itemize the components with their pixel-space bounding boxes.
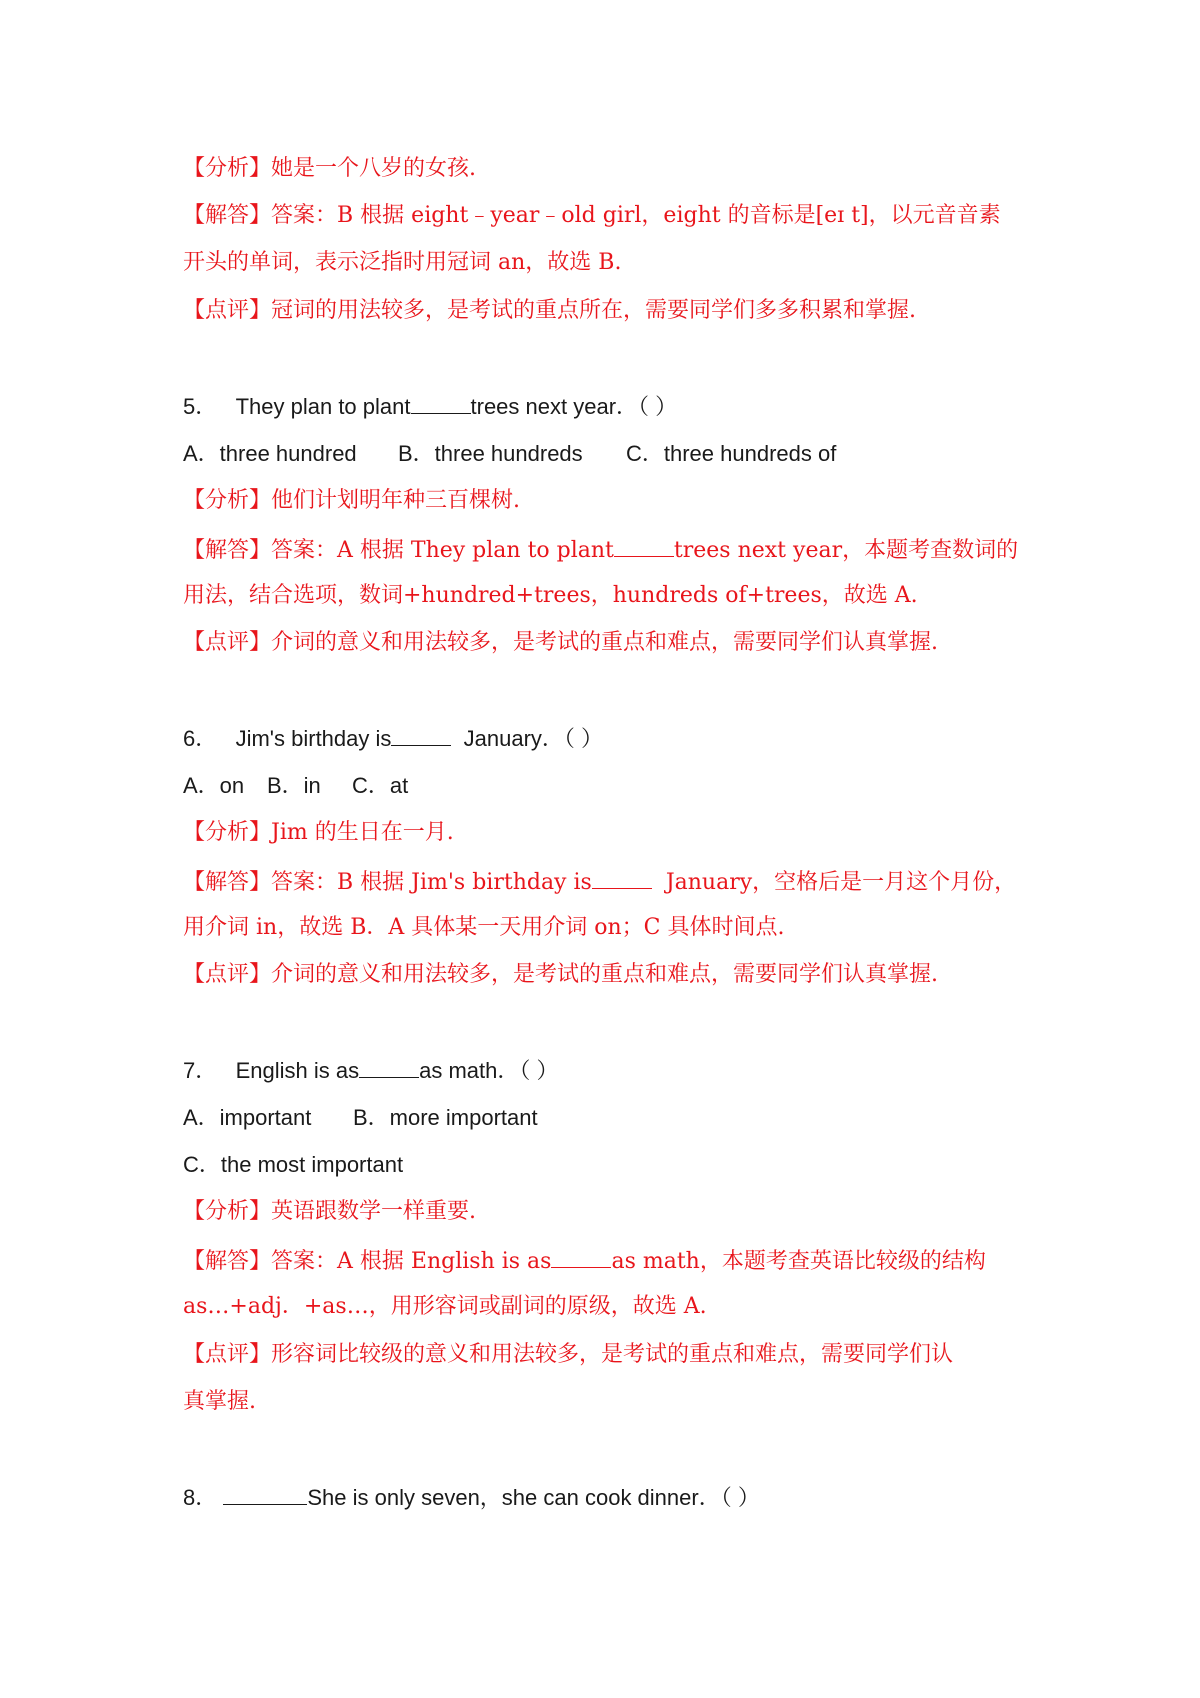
answer-blank bbox=[391, 723, 451, 746]
analysis-line-q6 bbox=[183, 818, 1033, 848]
answer-line2-q4 bbox=[183, 248, 1033, 278]
answer-text: 答案：B 根据 eight﹣year﹣old girl，eight 的音标是[eɪ t]，以元音音素 bbox=[271, 203, 1001, 228]
stem-text-after: She is only seven，she can cook dinner．（ ） bbox=[307, 1485, 760, 1510]
option-a: A．three hundred bbox=[183, 441, 357, 466]
answer-tag: 【解答】 bbox=[183, 870, 272, 895]
answer-tag: 【解答】 bbox=[183, 203, 272, 228]
analysis-text: 他们计划明年种三百棵树. bbox=[271, 488, 521, 513]
answer-text-after: January，空格后是一月这个月份， bbox=[665, 870, 1017, 895]
comment-line2-q7 bbox=[183, 1387, 1033, 1417]
analysis-text: 英语跟数学一样重要. bbox=[271, 1199, 477, 1224]
comment-tag: 【点评】 bbox=[183, 962, 272, 987]
question-5-options bbox=[183, 439, 1033, 469]
comment-line-q5 bbox=[183, 628, 1033, 658]
answer-blank bbox=[223, 1482, 307, 1505]
question-number: 8． bbox=[183, 1485, 218, 1510]
answer-blank bbox=[411, 391, 471, 414]
answer-text-before: 答案：B 根据 Jim's birthday is bbox=[271, 870, 592, 895]
answer-text-cont: as…+adj．+as…，用形容词或副词的原级，故选 A. bbox=[183, 1294, 707, 1319]
stem-text-after: trees next year．（ ） bbox=[470, 394, 678, 419]
question-6-stem bbox=[183, 723, 1033, 754]
option-a: A．important bbox=[183, 1105, 312, 1130]
comment-line-q6 bbox=[183, 960, 1033, 990]
option-b: B．more important bbox=[353, 1105, 538, 1130]
answer-text-cont: 用法，结合选项，数词+hundred+trees，hundreds of+trees，故选 A. bbox=[183, 583, 918, 608]
answer-line-q7 bbox=[183, 1245, 1033, 1277]
stem-text-before: They plan to plant bbox=[235, 394, 411, 419]
analysis-line-q5 bbox=[183, 486, 1033, 516]
stem-text-before: Jim's birthday is bbox=[235, 726, 392, 751]
question-number: 7． bbox=[183, 1058, 218, 1083]
answer-blank bbox=[551, 1245, 611, 1268]
comment-line-q7 bbox=[183, 1340, 1033, 1370]
answer-blank bbox=[359, 1055, 419, 1078]
answer-line2-q5 bbox=[183, 581, 1033, 611]
answer-line2-q7 bbox=[183, 1292, 1033, 1322]
answer-text-after: trees next year，本题考查数词的 bbox=[673, 538, 1019, 563]
comment-line-q4 bbox=[183, 296, 1033, 326]
answer-line-q6 bbox=[183, 866, 1033, 898]
question-6-options bbox=[183, 771, 1033, 801]
option-c: C．the most important bbox=[183, 1152, 404, 1177]
answer-tag: 【解答】 bbox=[183, 1249, 272, 1274]
question-number: 6． bbox=[183, 726, 218, 751]
answer-blank bbox=[614, 534, 674, 557]
analysis-tag: 【分析】 bbox=[183, 820, 272, 845]
analysis-text: 她是一个八岁的女孩. bbox=[271, 156, 477, 181]
analysis-line-q7 bbox=[183, 1197, 1033, 1227]
stem-text-after: January．（ ） bbox=[463, 726, 604, 751]
comment-text: 形容词比较级的意义和用法较多，是考试的重点和难点，需要同学们认 bbox=[271, 1342, 954, 1367]
analysis-tag: 【分析】 bbox=[183, 156, 272, 181]
answer-text-after: as math，本题考查英语比较级的结构 bbox=[611, 1249, 986, 1274]
comment-text: 冠词的用法较多，是考试的重点所在，需要同学们多多积累和掌握. bbox=[271, 298, 917, 323]
question-7-stem bbox=[183, 1055, 1033, 1086]
comment-text: 介词的意义和用法较多，是考试的重点和难点，需要同学们认真掌握. bbox=[271, 630, 939, 655]
answer-line-q4 bbox=[183, 201, 1033, 231]
option-b: B．in bbox=[267, 773, 321, 798]
answer-text-before: 答案：A 根据 English is as bbox=[271, 1249, 552, 1274]
stem-text-before: English is as bbox=[235, 1058, 360, 1083]
answer-tag: 【解答】 bbox=[183, 538, 272, 563]
comment-tag: 【点评】 bbox=[183, 1342, 272, 1367]
answer-text-before: 答案：A 根据 They plan to plant bbox=[271, 538, 614, 563]
answer-blank bbox=[592, 866, 652, 889]
option-c: C．three hundreds of bbox=[626, 441, 837, 466]
analysis-text: Jim 的生日在一月. bbox=[271, 820, 454, 845]
comment-tag: 【点评】 bbox=[183, 298, 272, 323]
stem-text-after: as math．（ ） bbox=[419, 1058, 559, 1083]
comment-text: 介词的意义和用法较多，是考试的重点和难点，需要同学们认真掌握. bbox=[271, 962, 939, 987]
comment-tag: 【点评】 bbox=[183, 630, 272, 655]
question-5-stem bbox=[183, 391, 1033, 422]
option-b: B．three hundreds bbox=[398, 441, 583, 466]
analysis-tag: 【分析】 bbox=[183, 488, 272, 513]
question-7-options-line1 bbox=[183, 1103, 1033, 1133]
analysis-line-q4 bbox=[183, 154, 1033, 184]
question-number: 5． bbox=[183, 394, 218, 419]
question-8-stem bbox=[183, 1482, 1033, 1513]
answer-line2-q6 bbox=[183, 913, 1033, 943]
option-c: C．at bbox=[352, 773, 409, 798]
analysis-tag: 【分析】 bbox=[183, 1199, 272, 1224]
question-7-options-line2 bbox=[183, 1150, 1033, 1180]
option-a: A．on bbox=[183, 773, 245, 798]
answer-text-cont: 用介词 in，故选 B．A 具体某一天用介词 on；C 具体时间点. bbox=[183, 915, 785, 940]
answer-line-q5 bbox=[183, 534, 1033, 566]
comment-text-cont: 真掌握. bbox=[183, 1389, 256, 1414]
answer-text-cont: 开头的单词，表示泛指时用冠词 an，故选 B. bbox=[183, 250, 622, 275]
